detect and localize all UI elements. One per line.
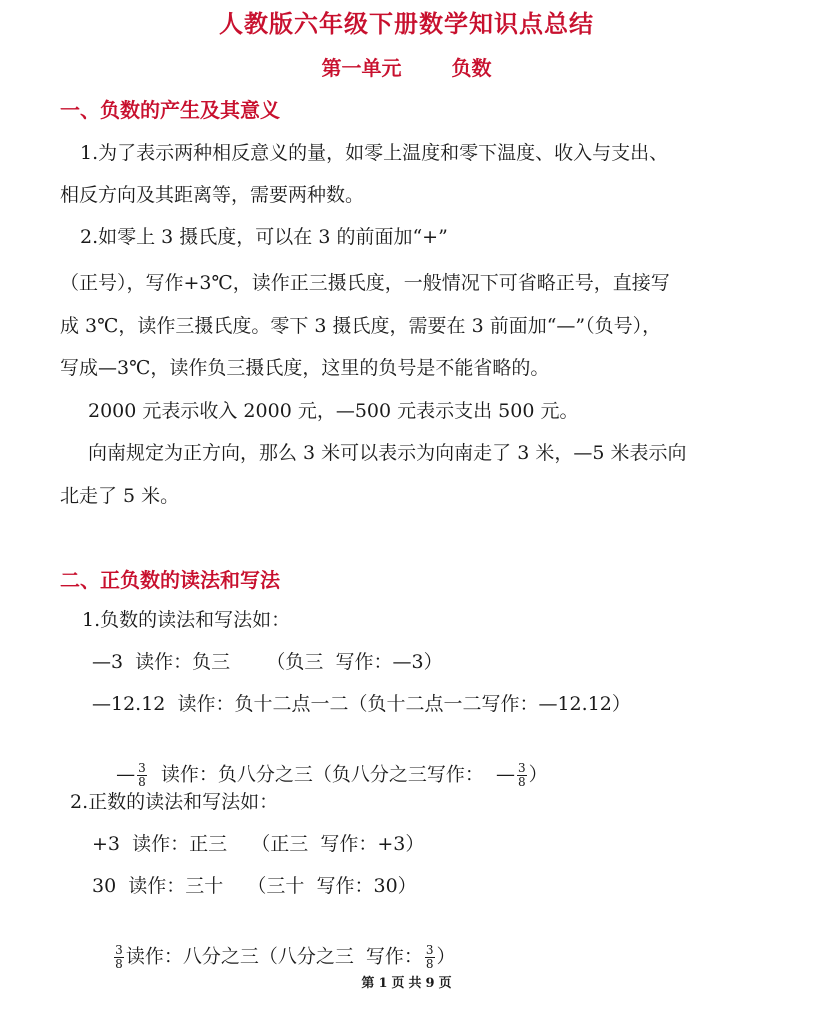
fraction-numerator: 3 bbox=[115, 943, 123, 957]
paragraph-2-line-1: 2.如零上 3 摄氏度，可以在 3 的前面加“+” bbox=[80, 226, 448, 248]
fraction-denominator: 8 bbox=[425, 957, 434, 971]
positive-example-3-text: 读作：八分之三（八分之三 写作： bbox=[125, 945, 423, 968]
negative-example-3-suffix: ） bbox=[528, 763, 548, 786]
footer-gong: 共 bbox=[408, 976, 422, 991]
negative-example-2: —12.12 读作：负十二点一二（负十二点一二写作：—12.12） bbox=[92, 693, 631, 715]
paragraph-1-line-1: 1.为了表示两种相反意义的量，如零上温度和零下温度、收入与支出、 bbox=[80, 142, 669, 164]
page-footer bbox=[0, 972, 813, 991]
positive-example-3-suffix: ） bbox=[436, 945, 456, 968]
paragraph-2-line-4: 写成—3℃，读作负三摄氏度，这里的负号是不能省略的。 bbox=[60, 357, 550, 379]
document-title: 人教版六年级下册数学知识点总结 bbox=[219, 9, 594, 38]
fraction-denominator: 8 bbox=[115, 957, 123, 971]
paragraph-2-line-3: 成 3℃，读作三摄氏度。零下 3 摄氏度，需要在 3 前面加“—”（负号）， bbox=[60, 315, 662, 337]
paragraph-1-line-2: 相反方向及其距离等，需要两种数。 bbox=[60, 184, 365, 206]
paragraph-3: 2000 元表示收入 2000 元，—500 元表示支出 500 元。 bbox=[88, 400, 579, 422]
footer-di: 第 bbox=[361, 976, 375, 991]
footer-ye: 页 bbox=[391, 976, 405, 991]
unit-heading bbox=[0, 52, 813, 81]
positive-example-2: 30 读作：三十 （三十 写作：30） bbox=[92, 875, 417, 897]
positive-intro: 2.正数的读法和写法如： bbox=[70, 791, 279, 813]
paragraph-2-line-2: （正号），写作+3℃，读作正三摄氏度，一般情况下可省略正号，直接写 bbox=[60, 272, 670, 294]
section-2-heading: 二、正负数的读法和写法 bbox=[60, 568, 280, 592]
negative-example-3-text: 读作：负八分之三（负八分之三写作： — bbox=[148, 763, 515, 786]
fraction-numerator: 3 bbox=[517, 761, 526, 775]
negative-example-1: —3 读作：负三 （负三 写作：—3） bbox=[92, 651, 443, 673]
paragraph-4-line-2: 北走了 5 米。 bbox=[60, 485, 180, 507]
fraction-three-eighths bbox=[114, 944, 124, 971]
section-1-heading: 一、负数的产生及其意义 bbox=[60, 98, 280, 122]
fraction-three-eighths bbox=[137, 762, 147, 789]
fraction-denominator: 8 bbox=[517, 775, 526, 789]
fraction-three-eighths bbox=[425, 944, 435, 971]
positive-example-1: +3 读作：正三 （正三 写作：+3） bbox=[92, 833, 425, 855]
fraction-three-eighths bbox=[517, 762, 527, 789]
negative-sign: — bbox=[116, 763, 136, 786]
paragraph-4-line-1: 向南规定为正方向，那么 3 米可以表示为向南走了 3 米，—5 米表示向 bbox=[88, 442, 687, 464]
fraction-denominator: 8 bbox=[138, 775, 146, 789]
fraction-numerator: 3 bbox=[425, 943, 434, 957]
unit-label: 第一单元 bbox=[321, 56, 402, 80]
footer-ye-2: 页 bbox=[438, 976, 452, 991]
current-page-number: 1 bbox=[378, 976, 388, 991]
fraction-numerator: 3 bbox=[138, 761, 146, 775]
total-page-count: 9 bbox=[425, 976, 435, 991]
unit-topic: 负数 bbox=[451, 56, 492, 80]
negative-intro: 1.负数的读法和写法如： bbox=[82, 609, 291, 631]
